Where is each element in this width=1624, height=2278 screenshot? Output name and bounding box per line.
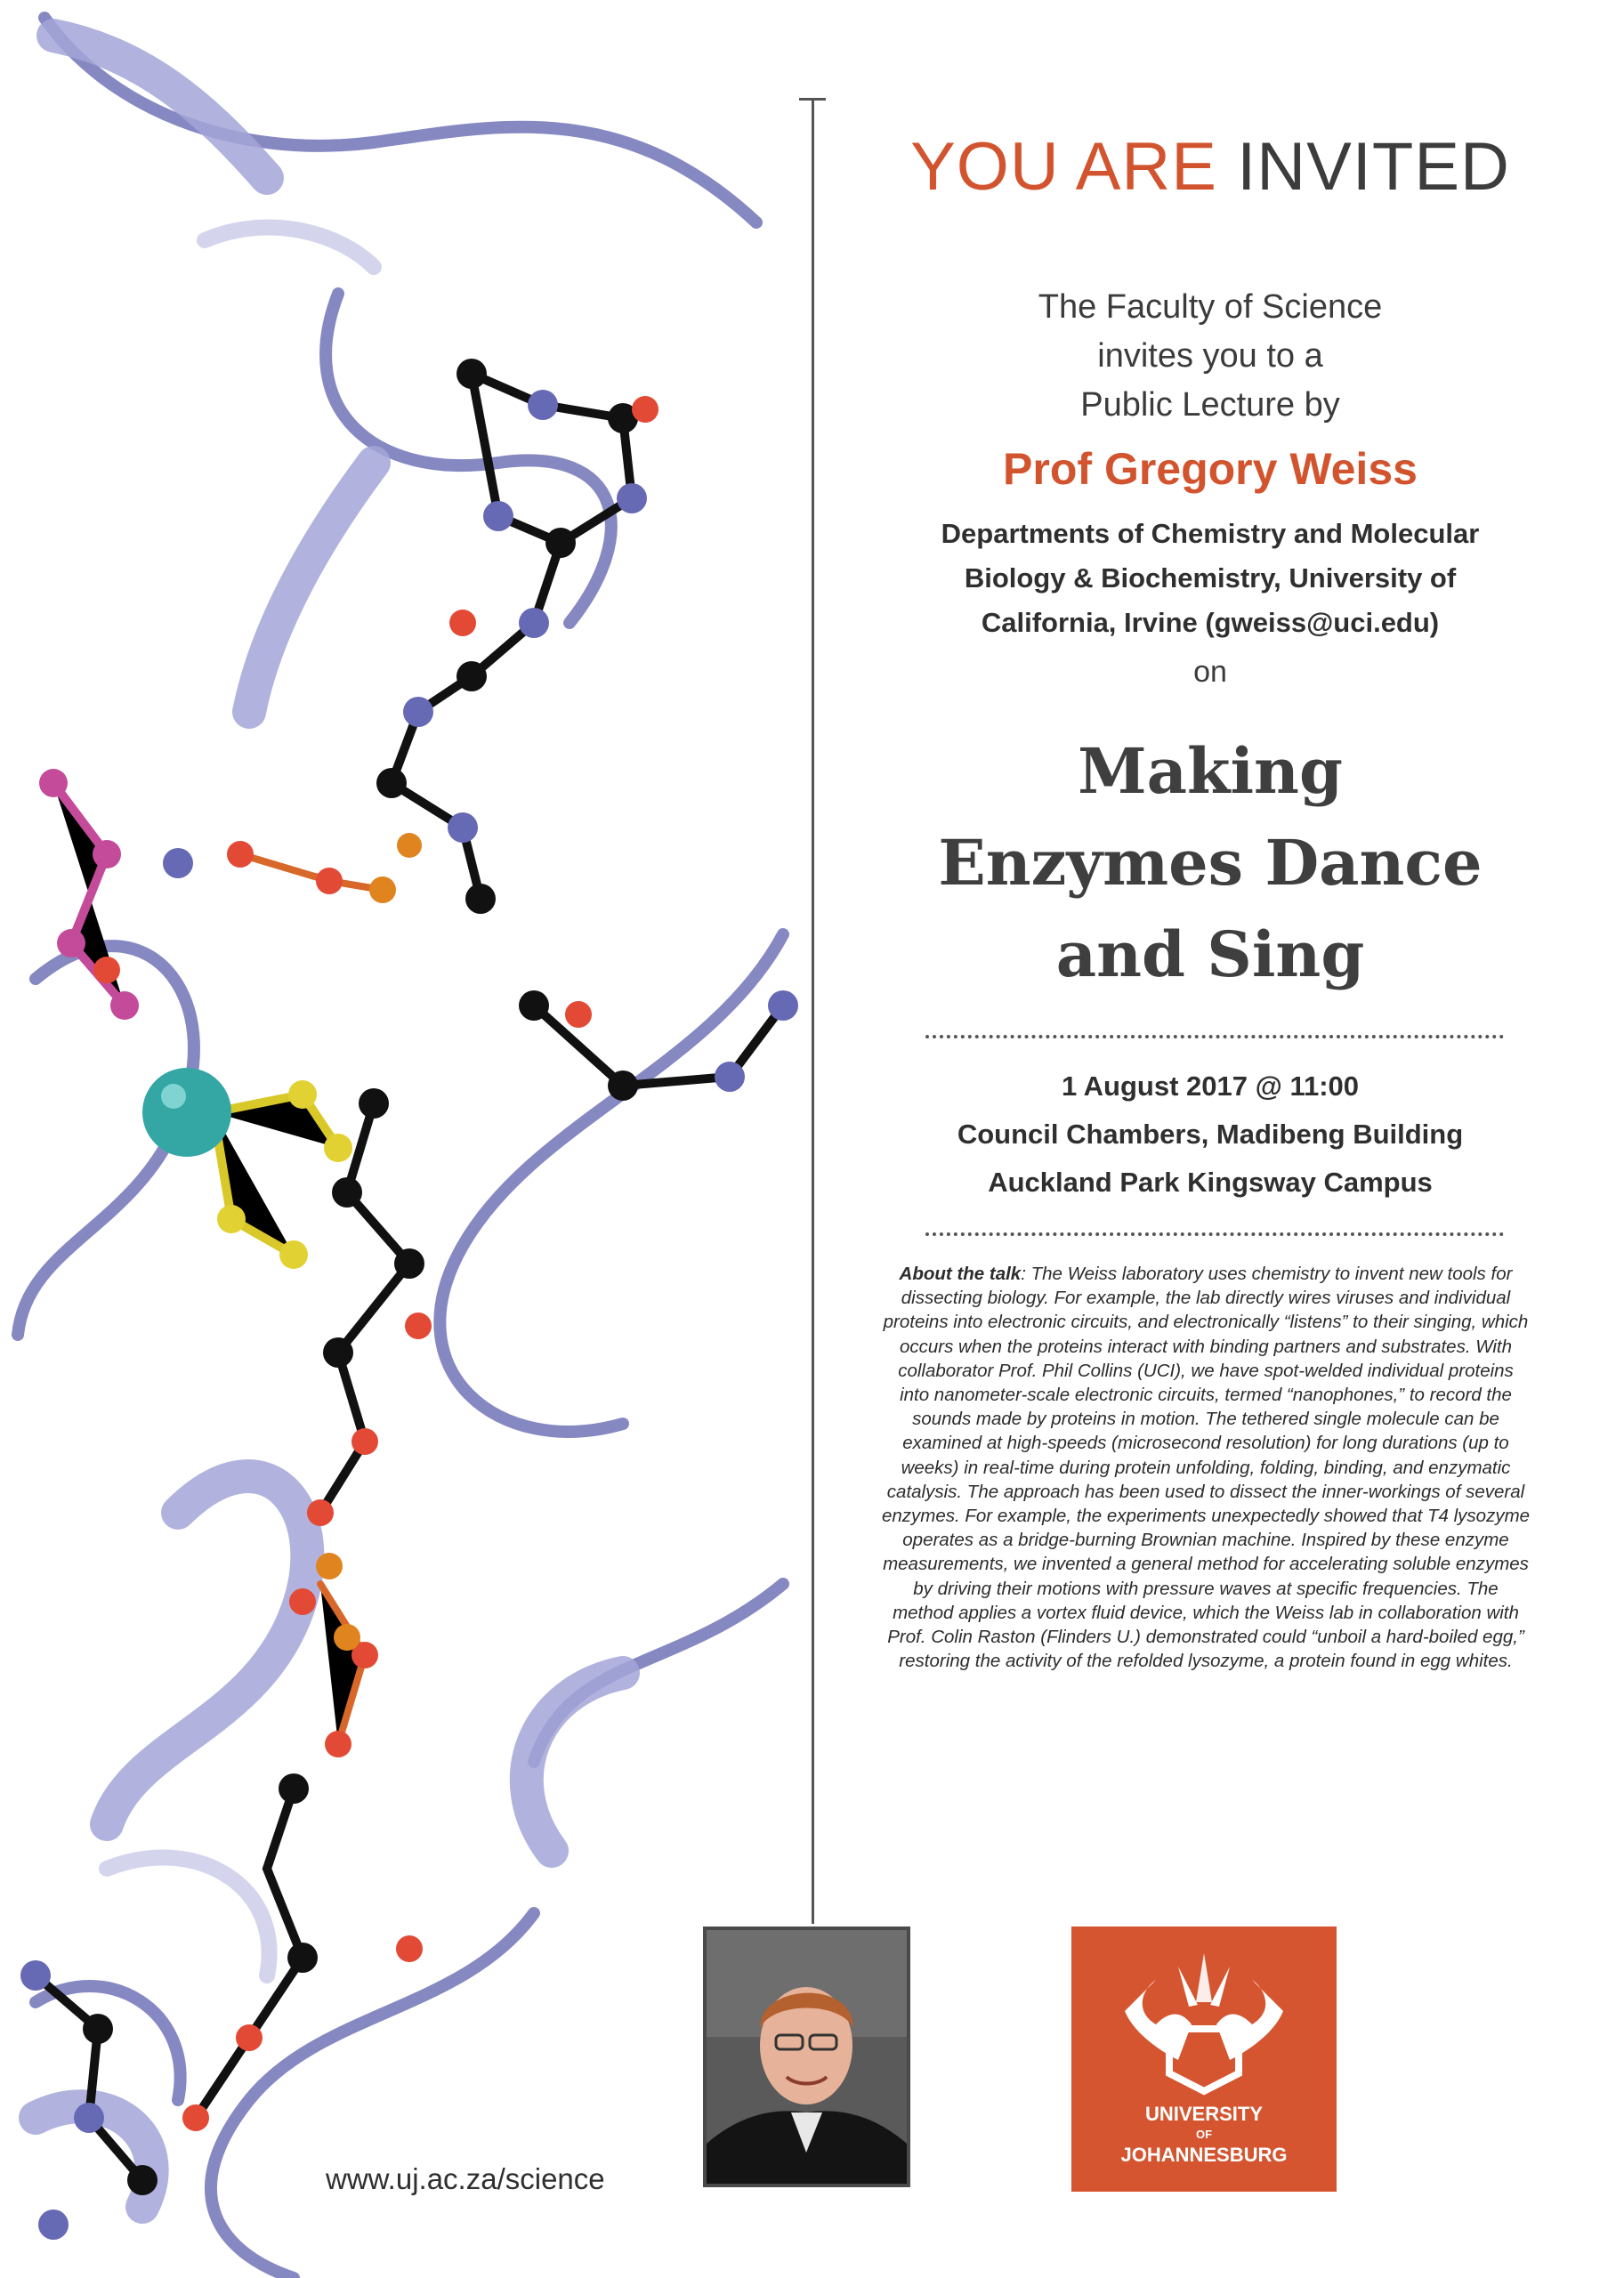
logo-line-1: UNIVERSITY [1144,2103,1264,2125]
title-line-1: Making [1078,734,1343,808]
event-campus: Auckland Park Kingsway Campus [988,1167,1433,1198]
event-datetime: 1 August 2017 @ 11:00 [1061,1070,1360,1102]
dotted-divider-top [925,1035,1504,1038]
about-the-talk [881,1262,1531,1673]
title-line-2: Enzymes Dance [938,826,1483,900]
intro-line-1: The Faculty of Science [1038,288,1383,326]
logo-line-2: OF [1195,2128,1213,2141]
about-label: About the talk [899,1264,1022,1284]
on-word: on [1193,655,1227,689]
intro-line-3: Public Lecture by [1080,386,1340,424]
logo-emblem-icon [1071,1927,1337,2104]
affiliation-line-3: California, Irvine (gweiss@uci.edu) [981,607,1440,638]
event-venue: Council Chambers, Madibeng Building [957,1119,1464,1150]
event-details [854,1062,1566,1207]
title-line-3: and Sing [1055,917,1365,991]
lecture-title [854,725,1566,1000]
about-text: : The Weiss laboratory uses chemistry to invent new tools for dissecting biology. For example, the lab directly wires viruses and individual proteins into electronic circuits, and electronically “listens” to their singing, which occurs when the proteins interact with binding partners and substrates. With collaborator Prof. Phil Collins (UCI), we have spot-welded individual proteins into nanometer-scale electronic circuits, termed “nanophones,” to record the sounds made by proteins in motion. The tethered single molecule can be examined at high-speeds (microsecond resolution) for long durations (up to weeks) in real-time during protein unfolding, folding, binding, and enzymatic catalysis. The approach has been used to dissect the inner-workings of several enzymes. For example, the experiments unexpectedly showed that T4 lysozyme operates as a bridge-burning Brownian machine. Inspired by these enzyme measurements, we invented a general method for accelerating soluble enzymes by driving their motions with pressure waves at specific frequencies. The method applies a vortex fluid device, which the Weiss lab in collaboration with Prof. Colin Raston (Flinders U.) demonstrated could “unboil a hard-boiled egg,” restoring the activity of the refolded lysozyme, a protein found in egg whites. [881,1264,1531,1672]
logo-line-3: JOHANNESBURG [1120,2144,1288,2166]
vertical-divider [812,100,814,1924]
affiliation-line-2: Biology & Biochemistry, University of [964,562,1457,594]
dotted-divider-bottom [925,1232,1504,1236]
invited-rest: INVITED [1237,129,1510,205]
intro-line-2: invites you to a [1097,337,1323,375]
invited-accent: YOU ARE [910,129,1217,205]
affiliation-line-1: Departments of Chemistry and Molecular [941,518,1480,549]
speaker-affiliation [868,512,1553,645]
website-url[interactable]: www.uj.ac.za/science [326,2162,605,2195]
intro-text [854,283,1566,430]
speaker-name: Prof Gregory Weiss [1003,444,1418,494]
university-logo [1071,1927,1337,2192]
invitation-heading [854,129,1566,205]
speaker-photo [703,1927,910,2187]
